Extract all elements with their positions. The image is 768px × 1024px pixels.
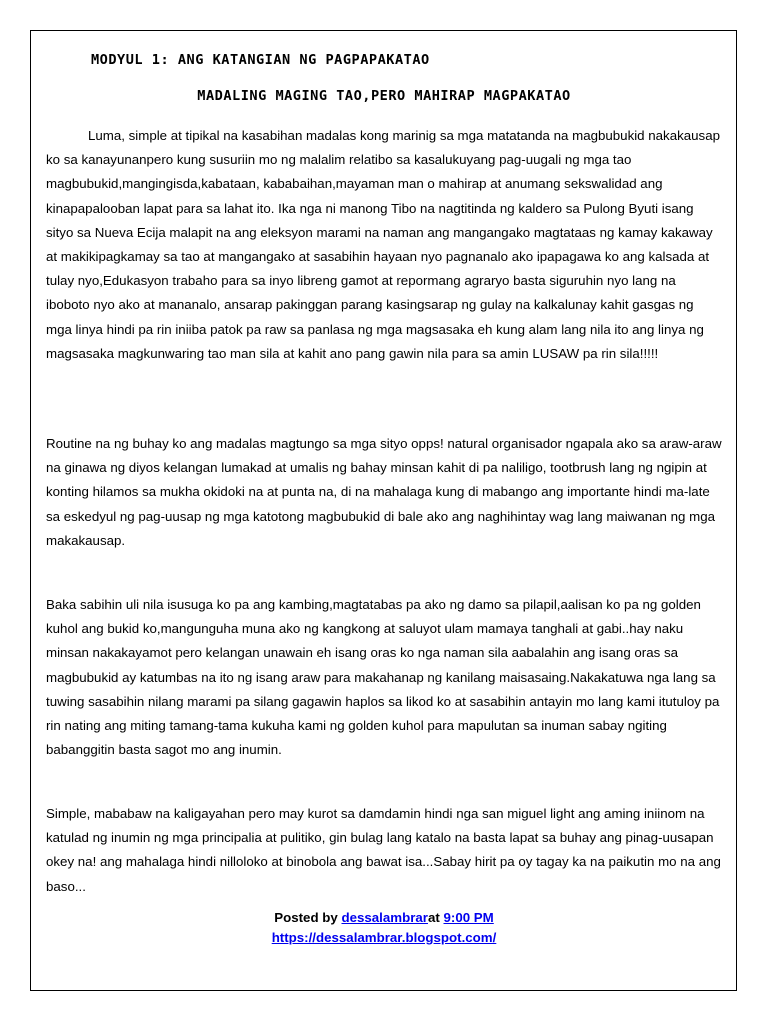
page-title: MADALING MAGING TAO,PERO MAHIRAP MAGPAKATAO	[197, 88, 571, 104]
module-title: MODYUL 1: ANG KATANGIAN NG PAGPAPAKATAO	[91, 52, 430, 68]
paragraph-4: Simple, mababaw na kaligayahan pero may kurot sa damdamin hindi nga san miguel light ang aming iniinom na katulad ng inumin ng mga principalia at pulitiko, gin bulag lang katalo na basta lapat sa buhay ang pinag-uusapan okey na! ang mahalaga hindi nilloloko at binobola ang bawat isa...Sabay hirit pa oy tagay ka na paikutin mo na ang baso...	[46, 806, 721, 894]
post-time-link[interactable]: 9:00 PM	[443, 910, 494, 925]
paragraph-2: Routine na ng buhay ko ang madalas magtungo sa mga sityo opps! natural organisador ngapala ako sa araw-araw na ginawa ng diyos kelangan lumakad at umalis ng bahay minsan kahit di pa naliligo, tootbrush lang ng ngipin at konting hilamos sa mukha okidoki na at punta na, di na mahalaga kung di mabango ang importante hindi ma-late sa eskedyul ng pag-uusap ng mga katotong magbubukid di bale ako ang naghihintay wag lang maiwanan ng mga makakausap.	[46, 436, 722, 548]
blog-url-link[interactable]: https://dessalambrar.blogspot.com/	[271, 930, 497, 945]
blog-url-line	[0, 930, 768, 945]
paragraph-1: Luma, simple at tipikal na kasabihan madalas kong marinig sa mga matatanda na magbubukid nakakausap ko sa kanayunanpero kung susuriin mo ng malalim relatibo sa kasalukuyang pag-uugali ng mga tao magbubukid,mangingisda,kabataan, kababaihan,mayaman man o mahirap at anumang sekswalidad ang kinapapalooban lapat para sa lahat ito. Ika nga ni manong Tibo na nagtitinda ng kaldero sa Pulong Byuti isang sityo sa Nueva Ecija malapit na ang eleksyon marami na naman ang mangangako magtataas ng kamay kakaway at makikipagkamay sa tao at mangangako at sasabihin hayaan nyo pagnanalo ako ipapagawa ko ang kalsada at tulay nyo,Edukasyon trabaho para sa inyo libreng gamot at repormang agraryo basta siguruhin nyo lang na iboboto nyo ako at mananalo, ansarap pakinggan parang kasingsarap ng gulay na kalkalunay kahit gasgas ng mga linya hindi pa rin iniiba patok pa raw sa panlasa ng mga magsasaka eh kung alam lang nila ito ang linya ng magsasaka magkunwaring tao man sila at kahit ano pang gawin nila para sa amin LUSAW pa rin sila!!!!!	[46, 128, 720, 361]
post-byline	[0, 910, 768, 925]
paragraph-3: Baka sabihin uli nila isusuga ko pa ang kambing,magtatabas pa ako ng damo sa pilapil,aalisan ko pa ng golden kuhol ang bukid ko,mangunguha muna ako ng kangkong at saluyot ulam mamaya tanghali at gabi..hay naku minsan nakakayamot pero kelangan unawain eh isang oras ko nga naman sila aabalahin ang isang oras sa magbubukid ay katumbas na ito ng isang araw para makahanap ng kanilang maisasaing.Nakakatuwa nga lang sa tuwing sasabihin nilang marami pa silang gagawin haplos sa likod ko at sasabihin antayin mo lang kami itutuloy pa rin nating ang miting tamang-tama kukuha kami ng golden kuhol para mapulutan sa inuman sabay ngiting babanggitin basta sagot mo ang inumin.	[46, 597, 720, 758]
author-link[interactable]: dessalambrar	[341, 910, 428, 925]
posted-by-label: Posted by	[274, 910, 342, 925]
at-label: at	[427, 910, 444, 925]
